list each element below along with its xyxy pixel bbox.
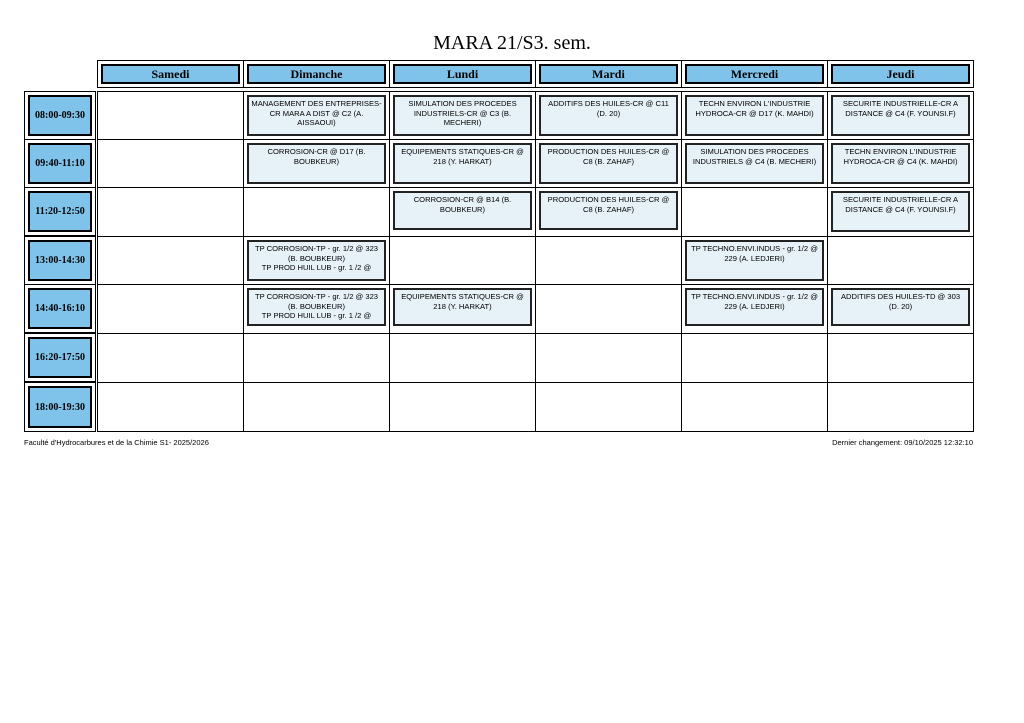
schedule-cell xyxy=(535,284,682,334)
day-header-jeudi: Jeudi xyxy=(827,60,974,88)
day-header-mercredi: Mercredi xyxy=(681,60,828,88)
course-line: TP CORROSION-TP - gr. 1/2 @ 323 (B. BOUBKEUR) xyxy=(254,292,379,311)
schedule-cell xyxy=(535,187,682,237)
schedule-cell xyxy=(827,382,974,432)
footer-last-change: Dernier changement: 09/10/2025 12:32:10 xyxy=(832,438,973,447)
schedule-cell xyxy=(243,187,390,237)
schedule-cell xyxy=(681,187,828,237)
time-slot: 18:00-19:30 xyxy=(24,382,96,432)
course-block[interactable]: MANAGEMENT DES ENTREPRISES-CR MARA A DIST @ C2 (A. AISSAOUI) xyxy=(247,95,386,136)
schedule-cell xyxy=(389,187,536,237)
schedule-cell xyxy=(243,139,390,188)
course-block[interactable]: PRODUCTION DES HUILES-CR @ C8 (B. ZAHAF) xyxy=(539,191,678,230)
course-block[interactable]: SECURITE INDUSTRIELLE-CR A DISTANCE @ C4 (F. YOUNSI.F) xyxy=(831,95,970,136)
schedule-cell xyxy=(389,382,536,432)
schedule-cell xyxy=(243,333,390,383)
schedule-cell xyxy=(97,91,244,140)
schedule-cell xyxy=(827,187,974,237)
schedule-cell xyxy=(827,333,974,383)
course-block[interactable]: TECHN ENVIRON L'INDUSTRIE HYDROCA-CR @ D17 (K. MAHDI) xyxy=(685,95,824,136)
course-line: TP PROD HUIL LUB - gr. 1 /2 @ xyxy=(261,311,372,321)
schedule-cell xyxy=(535,91,682,140)
course-block[interactable]: EQUIPEMENTS STATIQUES-CR @ 218 (Y. HARKAT) xyxy=(393,143,532,184)
schedule-cell xyxy=(97,284,244,334)
schedule-cell xyxy=(535,236,682,285)
page-title: MARA 21/S3. sem. xyxy=(433,32,591,54)
schedule-cell xyxy=(389,333,536,383)
schedule-cell xyxy=(97,139,244,188)
course-block[interactable]: EQUIPEMENTS STATIQUES-CR @ 218 (Y. HARKAT) xyxy=(393,288,532,326)
time-slot: 13:00-14:30 xyxy=(24,236,96,285)
course-block[interactable] xyxy=(247,240,386,281)
schedule-cell xyxy=(827,139,974,188)
schedule-cell xyxy=(535,139,682,188)
schedule-cell xyxy=(389,139,536,188)
schedule-cell xyxy=(97,187,244,237)
schedule-cell xyxy=(681,139,828,188)
course-block[interactable]: ADDITIFS DES HUILES-CR @ C11 (D. 20) xyxy=(539,95,678,136)
schedule-cell xyxy=(97,236,244,285)
course-block[interactable]: ADDITIFS DES HUILES-TD @ 303 (D. 20) xyxy=(831,288,970,326)
schedule-cell xyxy=(97,333,244,383)
schedule-cell xyxy=(827,236,974,285)
time-slot: 16:20-17:50 xyxy=(24,333,96,382)
course-line: TP PROD HUIL LUB - gr. 1 /2 @ xyxy=(261,263,372,273)
footer-faculty: Faculté d'Hydrocarbures et de la Chimie S1- 2025/2026 xyxy=(24,438,209,447)
course-line: TP CORROSION-TP - gr. 1/2 @ 323 (B. BOUBKEUR) xyxy=(254,244,379,263)
schedule-cell xyxy=(827,91,974,140)
schedule-cell xyxy=(681,284,828,334)
schedule-cell xyxy=(535,382,682,432)
course-block[interactable]: PRODUCTION DES HUILES-CR @ C8 (B. ZAHAF) xyxy=(539,143,678,184)
time-slot: 11:20-12:50 xyxy=(24,187,96,236)
schedule-cell xyxy=(243,91,390,140)
course-block[interactable]: SIMULATION DES PROCEDES INDUSTRIELS @ C4 (B. MECHERI) xyxy=(685,143,824,184)
day-header-samedi: Samedi xyxy=(97,60,244,88)
schedule-cell xyxy=(827,284,974,334)
time-slot: 14:40-16:10 xyxy=(24,284,96,333)
schedule-cell xyxy=(681,382,828,432)
day-header-mardi: Mardi xyxy=(535,60,682,88)
course-block[interactable]: SECURITE INDUSTRIELLE-CR A DISTANCE @ C4 (F. YOUNSI.F) xyxy=(831,191,970,232)
course-block[interactable]: TP TECHNO.ENVI.INDUS - gr. 1/2 @ 229 (A. LEDJERI) xyxy=(685,288,824,326)
schedule-cell xyxy=(97,382,244,432)
schedule-cell xyxy=(681,236,828,285)
schedule-cell xyxy=(389,91,536,140)
course-block[interactable]: CORROSION-CR @ D17 (B. BOUBKEUR) xyxy=(247,143,386,184)
schedule-cell xyxy=(389,284,536,334)
schedule-cell xyxy=(243,236,390,285)
schedule-cell xyxy=(535,333,682,383)
course-block[interactable]: TECHN ENVIRON L'INDUSTRIE HYDROCA-CR @ C4 (K. MAHDI) xyxy=(831,143,970,184)
day-header-lundi: Lundi xyxy=(389,60,536,88)
day-header-dimanche: Dimanche xyxy=(243,60,390,88)
course-block[interactable]: SIMULATION DES PROCEDES INDUSTRIELS-CR @ C3 (B. MECHERI) xyxy=(393,95,532,136)
time-slot: 08:00-09:30 xyxy=(24,91,96,140)
course-block[interactable]: CORROSION-CR @ B14 (B. BOUBKEUR) xyxy=(393,191,532,230)
schedule-cell xyxy=(681,91,828,140)
course-block[interactable] xyxy=(247,288,386,326)
schedule-cell xyxy=(389,236,536,285)
schedule-cell xyxy=(243,382,390,432)
course-block[interactable]: TP TECHNO.ENVI.INDUS - gr. 1/2 @ 229 (A. LEDJERI) xyxy=(685,240,824,281)
schedule-cell xyxy=(243,284,390,334)
schedule-cell xyxy=(681,333,828,383)
time-slot: 09:40-11:10 xyxy=(24,139,96,188)
